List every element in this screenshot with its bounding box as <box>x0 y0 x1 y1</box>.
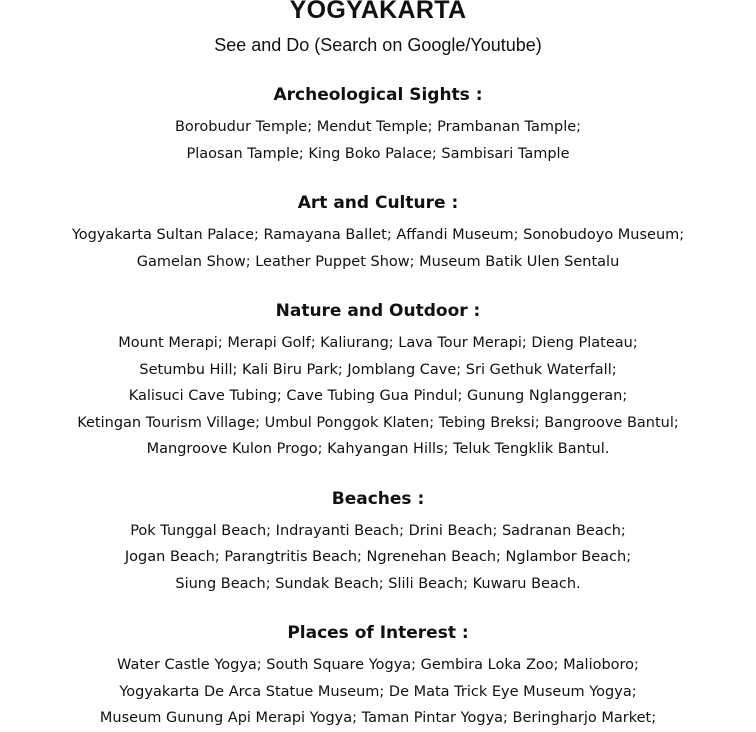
section-heading: Nature and Outdoor : <box>275 301 481 321</box>
section-heading: Beaches : <box>331 488 425 509</box>
section-places-of-interest <box>0 622 756 732</box>
section-beaches <box>0 488 756 598</box>
section-line: Yogyakarta De Arca Statue Museum; De Mata Trick Eye Museum Yogya; <box>119 683 637 700</box>
section-line: Mount Merapi; Merapi Golf; Kaliurang; Lava Tour Merapi; Dieng Plateau; <box>118 335 638 351</box>
section-line: Pok Tunggal Beach; Indrayanti Beach; Drini Beach; Sadranan Beach; <box>130 522 626 539</box>
section-line: Plaosan Tample; King Boko Palace; Sambisari Tample <box>186 145 570 162</box>
document-title: YOGYAKARTA <box>289 0 467 24</box>
document-subtitle: See and Do (Search on Google/Youtube) <box>214 35 542 55</box>
section-nature-and-outdoor <box>0 300 756 463</box>
section-line: Borobudur Temple; Mendut Temple; Prambanan Tample; <box>174 119 582 135</box>
section-archeological-sights <box>0 84 756 167</box>
section-line: Museum Gunung Api Merapi Yogya; Taman Pintar Yogya; Beringharjo Market; <box>99 710 657 726</box>
section-line: Kalisuci Cave Tubing; Cave Tubing Gua Pindul; Gunung Nglanggeran; <box>128 388 628 404</box>
section-line: Siung Beach; Sundak Beach; Slili Beach; Kuwaru Beach. <box>175 575 581 592</box>
section-line: Yogyakarta Sultan Palace; Ramayana Ballet; Affandi Museum; Sonobudoyo Museum; <box>71 227 685 243</box>
section-heading: Art and Culture : <box>297 193 459 213</box>
section-line: Mangroove Kulon Progo; Kahyangan Hills; Teluk Tengklik Bantul. <box>146 441 610 457</box>
section-line: Setumbu Hill; Kali Biru Park; Jomblang Cave; Sri Gethuk Waterfall; <box>139 361 617 378</box>
section-heading: Places of Interest : <box>287 623 469 643</box>
section-heading: Archeological Sights : <box>273 85 483 105</box>
section-line: Jogan Beach; Parangtritis Beach; Ngrenehan Beach; Nglambor Beach; <box>124 549 632 565</box>
section-art-and-culture <box>0 192 756 275</box>
section-line: Water Castle Yogya; South Square Yogya; Gembira Loka Zoo; Malioboro; <box>117 657 639 673</box>
section-line: Ketingan Tourism Village; Umbul Ponggok Klaten; Tebing Breksi; Bangroove Bantul; <box>77 414 679 431</box>
section-line: Gamelan Show; Leather Puppet Show; Museum Batik Ulen Sentalu <box>136 253 620 270</box>
